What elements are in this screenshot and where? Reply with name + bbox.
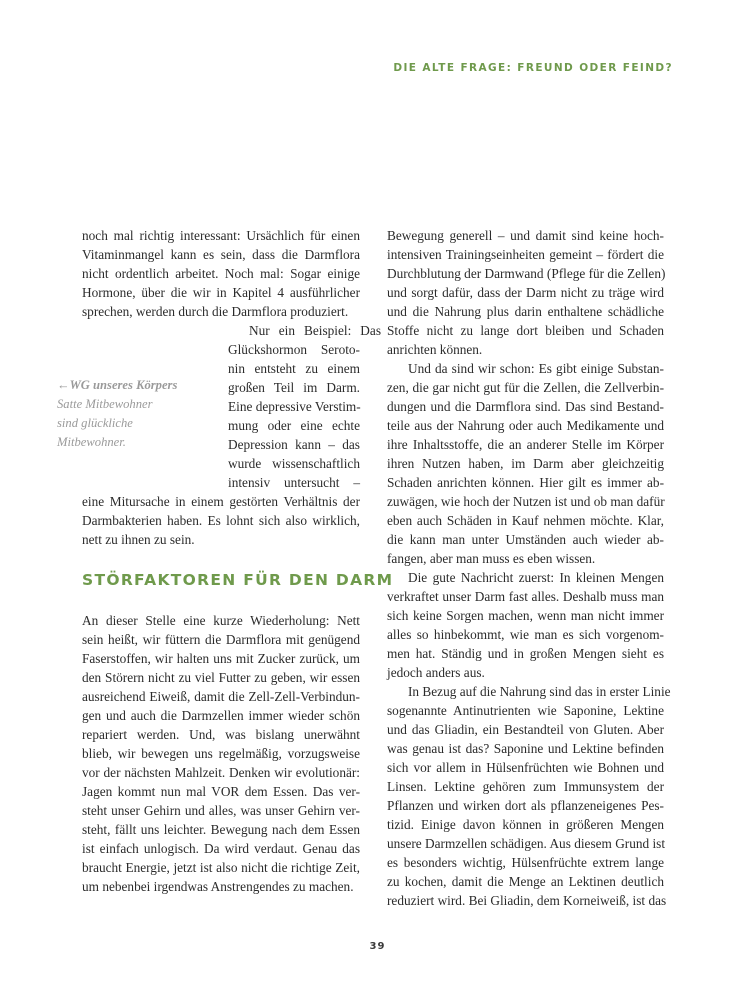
text-line: Die gute Nachricht zuerst: In kleinen Mengen <box>408 570 664 585</box>
text-line: eine Mitursache in einem gestörten Verhältnis der <box>82 494 360 509</box>
text-line: In Bezug auf die Nahrung sind das in erster Linie <box>408 684 671 699</box>
text-line: Stoffe nicht zu lange dort bleiben und Schaden <box>387 323 664 338</box>
text-line: Pflanzen und wirken dort als pflanzeneigenes Pes- <box>387 798 664 813</box>
text-line: intensiv untersucht – <box>228 475 360 490</box>
paragraph-serotonin-narrow <box>228 321 381 492</box>
text-line: Glückshormon Seroto- <box>228 342 360 357</box>
text-line: ihren Nutzen haben, im Darm aber gleichzeitig <box>387 456 664 471</box>
text-line: sind glückliche <box>57 416 133 430</box>
paragraph-vitaminmangel <box>82 226 360 321</box>
text-line: nett zu ihnen zu sein. <box>82 532 195 547</box>
page-number: 39 <box>369 941 386 952</box>
paragraph-gute-nachricht <box>387 568 664 682</box>
section-heading: STÖRFAKTOREN FÜR DEN DARM <box>82 571 394 589</box>
paragraph-substanzen <box>387 359 664 568</box>
text-line: Bewegung generell – und damit sind keine hoch- <box>387 228 664 243</box>
text-line: Darmbakterien haben. Es lohnt sich also wirklich, <box>82 513 360 528</box>
text-line: Nur ein Beispiel: Das <box>249 323 381 338</box>
text-line: großen Teil im Darm. <box>228 380 360 395</box>
running-head: DIE ALTE FRAGE: FREUND ODER FEIND? <box>393 62 673 74</box>
text-line: teile aus der Nahrung oder auch Medikamente und <box>387 418 664 433</box>
text-line: braucht Energie, jetzt ist also nicht die richtige Zeit, <box>82 860 360 875</box>
text-line: unsere Darmzellen schädigen. Aus diesem Grund ist <box>387 836 666 851</box>
text-line: mung oder eine echte <box>228 418 360 433</box>
paragraph-wiederholung <box>82 611 360 896</box>
text-line: Und da sind wir schon: Es gibt einige Substan- <box>408 361 664 376</box>
text-line: Linsen. Lektine gehören zum Immunsystem der <box>387 779 664 794</box>
text-line: Jagen kommt nun mal VOR dem Essen. Das ver- <box>82 784 360 799</box>
text-line: intensiven Trainingseinheiten gemeint – fördert die <box>387 247 664 262</box>
left-column <box>82 226 394 896</box>
text-line: An dieser Stelle eine kurze Wiederholung: Nett <box>82 613 360 628</box>
text-line: Faserstoffen, wir halten uns mit Zucker zurück, um <box>82 651 360 666</box>
text-line: und die Nahrung plus darin enthaltene schädliche <box>387 304 664 319</box>
paragraph-serotonin-full <box>82 492 360 549</box>
text-line: was genau ist das? Saponine und Lektine befinden <box>387 741 664 756</box>
text-line: steht unser Gehirn und alles, was unser Gehirn ver- <box>82 803 360 818</box>
text-line: sein heißt, wir füttern die Darmflora mit genügend <box>82 632 360 647</box>
text-line: Hormone, über die wir in Kapitel 4 ausführlicher <box>82 285 360 300</box>
text-line: und sorgt dafür, dass der Darm nicht zu träge wird <box>387 285 664 300</box>
text-line: sich vor allem in Hülsenfrüchten wie Bohnen und <box>387 760 664 775</box>
text-line: zu kochen, damit die Menge an Lektinen deutlich <box>387 874 664 889</box>
text-line: steht, fällt uns leichter. Bewegung nach dem Essen <box>82 822 360 837</box>
text-line: Durchblutung der Darmwand (Pflege für die Zellen) <box>387 266 666 281</box>
text-line: Eine depressive Verstim- <box>228 399 361 414</box>
text-line: tizid. Einige davon können in größeren Mengen <box>387 817 664 832</box>
text-line: zen, die gar nicht gut für die Zellen, die Zellverbin- <box>387 380 664 395</box>
text-line: nin entsteht zu einem <box>228 361 360 376</box>
sidenote-title: ←WG unseres Körpers <box>57 378 178 392</box>
text-line: Schaden anrichten können. Hier gilt es immer ab- <box>387 475 664 490</box>
text-line: ist einfach unlogisch. Da wird verdaut. Genau das <box>82 841 360 856</box>
text-line: sprechen, werden durch die Darmflora produziert. <box>82 304 349 319</box>
text-line: jedoch anders aus. <box>387 665 485 680</box>
text-line: alles so hinbekommt, wie man es sich vorgenom- <box>387 627 664 642</box>
text-line: dungen und die Darmflora sind. Das sind Bestand- <box>387 399 664 414</box>
text-line: wurde wissenschaftlich <box>228 456 360 471</box>
right-column <box>387 226 671 910</box>
paragraph-bewegung <box>387 226 664 359</box>
text-line: Depression kann – das <box>228 437 360 452</box>
text-line: fangen, aber man muss es eben wissen. <box>387 551 596 566</box>
text-line: verkraftet unser Darm fast alles. Deshalb muss man <box>387 589 664 604</box>
text-line: repariert werden. Und, was bislang unerwähnt <box>82 727 360 742</box>
text-line: es besonders wichtig, Hülsenfrüchte extrem lange <box>387 855 664 870</box>
text-line: men hat. Ständig und in großen Mengen sieht es <box>387 646 664 661</box>
text-line: nicht ordentlich arbeitet. Noch mal: Sogar einige <box>82 266 360 281</box>
text-line: zuwägen, wie hoch der Nutzen ist und ob man dafür <box>387 494 665 509</box>
text-line: Satte Mitbewohner <box>57 397 153 411</box>
text-line: sogenannte Antinutrienten wie Saponine, Lektine <box>387 703 664 718</box>
text-line: die kann man unter Umständen auch wieder ab- <box>387 532 664 547</box>
text-line: anrichten können. <box>387 342 483 357</box>
text-line: reduziert wird. Bei Gliadin, dem Korneiweiß, ist das <box>387 893 667 908</box>
text-line: Mitbewohner. <box>57 435 126 449</box>
text-line: ihre Inhaltsstoffe, die an anderer Stelle im Körper <box>387 437 664 452</box>
text-line: sich keine Sorgen machen, wenn man nicht immer <box>387 608 664 623</box>
text-line: Vitaminmangel kann es sein, dass die Darmflora <box>82 247 360 262</box>
text-line: um nebenbei irgendwas Anstrengendes zu machen. <box>82 879 354 894</box>
text-line: vor der nächsten Mahlzeit. Denken wir evolutionär: <box>82 765 360 780</box>
text-line: ausreichend Eiweiß, damit die Zell-Zell-Verbindun- <box>82 689 360 704</box>
text-line: blieb, wir bewegen uns regelmäßig, vorzugsweise <box>82 746 360 761</box>
paragraph-antinutrienten <box>387 682 671 910</box>
text-line: den Störern nicht zu viel Futter zu geben, wir essen <box>82 670 360 685</box>
text-line: gen und auch die Darmzellen immer wieder schön <box>82 708 360 723</box>
text-line: noch mal richtig interessant: Ursächlich für einen <box>82 228 360 243</box>
text-line: und das Gliadin, ein Bestandteil von Gluten. Aber <box>387 722 664 737</box>
text-line: eben auch Schäden in Kauf nehmen möchte. Klar, <box>387 513 664 528</box>
